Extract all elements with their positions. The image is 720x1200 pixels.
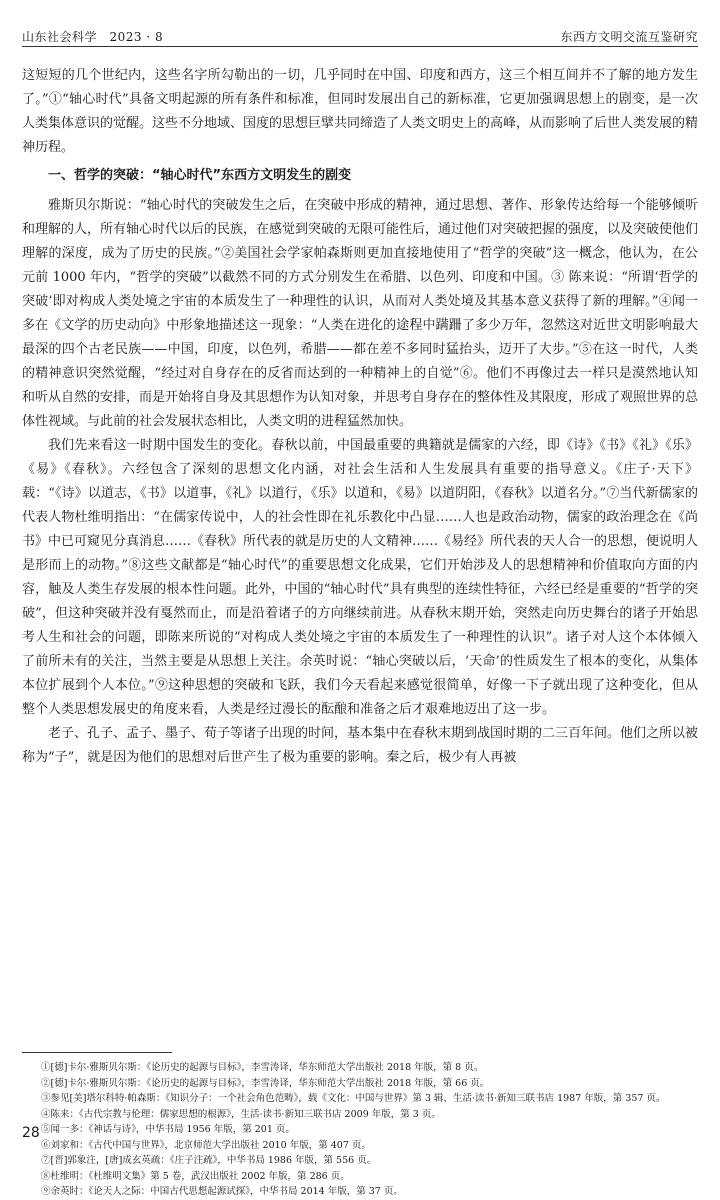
footnote-9: ⑨余英时：《论天人之际：中国古代思想起源试探》，中华书局 2014 年版，第 37 页。 (41, 1186, 403, 1197)
footnote-6: ⑥刘家和：《古代中国与世界》，北京师范大学出版社 2010 年版，第 407 页。 (41, 1139, 371, 1151)
section-title: 东西方文明交流互鉴研究 (560, 30, 698, 44)
footnote-7: ⑦[晋]郭象注，[唐]成玄英疏：《庄子注疏》，中华书局 1986 年版，第 556 页。 (41, 1155, 377, 1166)
paragraph-2: 我们先来看这一时期中国发生的变化。春秋以前，中国最重要的典籍就是儒家的六经，即《诗》《书》《礼》《乐》《易》《春秋》。六经包含了深刻的思想文化内涵，对社会生活和人生发展具有重要的指导意义。《庄子·天下》载：“《诗》以道志，《书》以道事，《礼》以道行，《乐》以道和，《易》以道阴阳，《春秋》以道名分。”⑦当代新儒家的代表人物杜维明指出：“在儒家传说中，人的社会性即在礼乐教化中凸显……人也是政治动物，儒家的政治理念在《尚书》中已可窥见分真消息……《春秋》所代表的就是历史的人文精神……《易经》所代表的天人合一的思想，便说明人是形而上的动物。”⑧这些文献都是“轴心时代”的重要思想文化成果，它们开始涉及人的思想精神和价值取向方面的内容，触及人类生存发展的根本性问题。此外，中国的“轴心时代”具有典型的连续性特征，六经已经是重要的“哲学的突破”，但这种突破并没有戛然而止，而是沿着诸子的方向继续前进。从春秋末期开始，突然走向历史舞台的诸子开始思考人生和社会的问题，即陈来所说的“对构成人类处境之宇宙的本质发生了一种理性的认识”。诸子对人这个本体倾入了前所未有的关注，当然主要是从思想上关注。余英时说：“轴心突破以后，‘天命’的性质发生了根本的变化，从集体本位扩展到个人本位。”⑨这种思想的突破和飞跃，我们今天看起来感觉很简单，好像一下子就出现了这种变化，但从整个人类思想发展史的角度来看，人类是经过漫长的酝酿和准备之后才艰难地迈出了这一步。 (22, 438, 699, 717)
footnote-4: ④陈来：《古代宗教与伦理：儒家思想的根源》，生活·读书·新知三联书店 2009 年版，第 3 页。 (41, 1108, 441, 1120)
footnote-5: ⑤闻一多：《神话与诗》，中华书局 1956 年版，第 201 页。 (41, 1124, 295, 1135)
footnote-8: ⑧杜维明：《杜维明文集》第 5 卷，武汉出版社 2002 年版，第 286 页。 (41, 1170, 350, 1182)
paragraph-1: 雅斯贝尔斯说：“轴心时代的突破发生之后，在突破中形成的精神，通过思想、著作、形象传达给每一个能够倾听和理解的人，所有轴心时代以后的民族，在感觉到突破的无限可能性后，通过他们对突破把握的强度，以及突破使他们理解的深度，成为了历史的民族。”②美国社会学家帕森斯则更加直接地使用了“哲学的突破”这一概念，他认为，在公元前 1000 年内，“哲学的突破”以截然不同的方式分别发生在希腊、以色列、印度和中国。③ 陈来说：“所谓‘哲学的突破’即对构成人类处境之宇宙的本质发生了一种理性的认识，从而对人类处境及其基本意义获得了新的理解。”④闻一多在《文学的历史动向》中形象地描述这一现象：“人类在进化的途程中蹒跚了多少万年，忽然这对近世文明影响最大最深的四个古老民族——中国，印度，以色列，希腊——都在差不多同时猛抬头，迈开了大步。”⑤在这一时代，人类的精神意识突然觉醒，“经过对自身存在的反省而达到的一种精神上的自觉”⑥。他们不再像过去一样只是漠然地认知和听从自然的安排，而是开始将自身及其思想作为认知对象，并思考自身存在的整体性及其限度，形成了观照世界的总体性视域。与此前的社会发展状态相比，人类文明的进程猛然加快。 (22, 198, 699, 429)
paragraph-3: 老子、孔子、孟子、墨子、荀子等诸子出现的时间，基本集中在春秋末期到战国时期的二三百年间。他们之所以被称为“子”，就是因为他们的思想对后世产生了极为重要的影响。秦之后，极少有人再被 (22, 726, 699, 765)
footnote-1: ①[德]卡尔·雅斯贝尔斯：《论历史的起源与目标》，李雪涛译，华东师范大学出版社 2018 年版，第 8 页。 (41, 1062, 484, 1073)
footnote-rule (22, 1052, 172, 1053)
footnote-3: ③参见[美]塔尔科特·帕森斯：《知识分子：一个社会角色范畴》，载《文化：中国与世界》第 3 辑，生活·读书·新知三联书店 1987 年版，第 357 页。 (41, 1093, 666, 1104)
article-body (22, 64, 698, 770)
page-number: 28 (22, 1125, 40, 1141)
footnotes (22, 1060, 698, 1200)
journal-title: 山东社会科学 2023 · 8 (22, 30, 164, 44)
section-heading: 一、哲学的突破：“轴心时代”东西方文明发生的剧变 (48, 168, 352, 183)
paragraph-continued: 这短短的几个世纪内，这些名字所勾勒出的一切，几乎同时在中国、印度和西方，这三个相互间并不了解的地方发生了。”①“轴心时代”具备文明起源的所有条件和标准，但同时发展出自己的新标准，它更加强调思想上的剧变，是一次人类集体意识的觉醒。这些不分地域、国度的思想巨擘共同缔造了人类文明史上的高峰，从而影响了后世人类发展的精神历程。 (22, 68, 699, 155)
footnote-2: ②[德]卡尔·雅斯贝尔斯：《论历史的起源与目标》，李雪涛译，华东师范大学出版社 2018 年版，第 66 页。 (41, 1077, 490, 1089)
running-header (22, 24, 698, 47)
